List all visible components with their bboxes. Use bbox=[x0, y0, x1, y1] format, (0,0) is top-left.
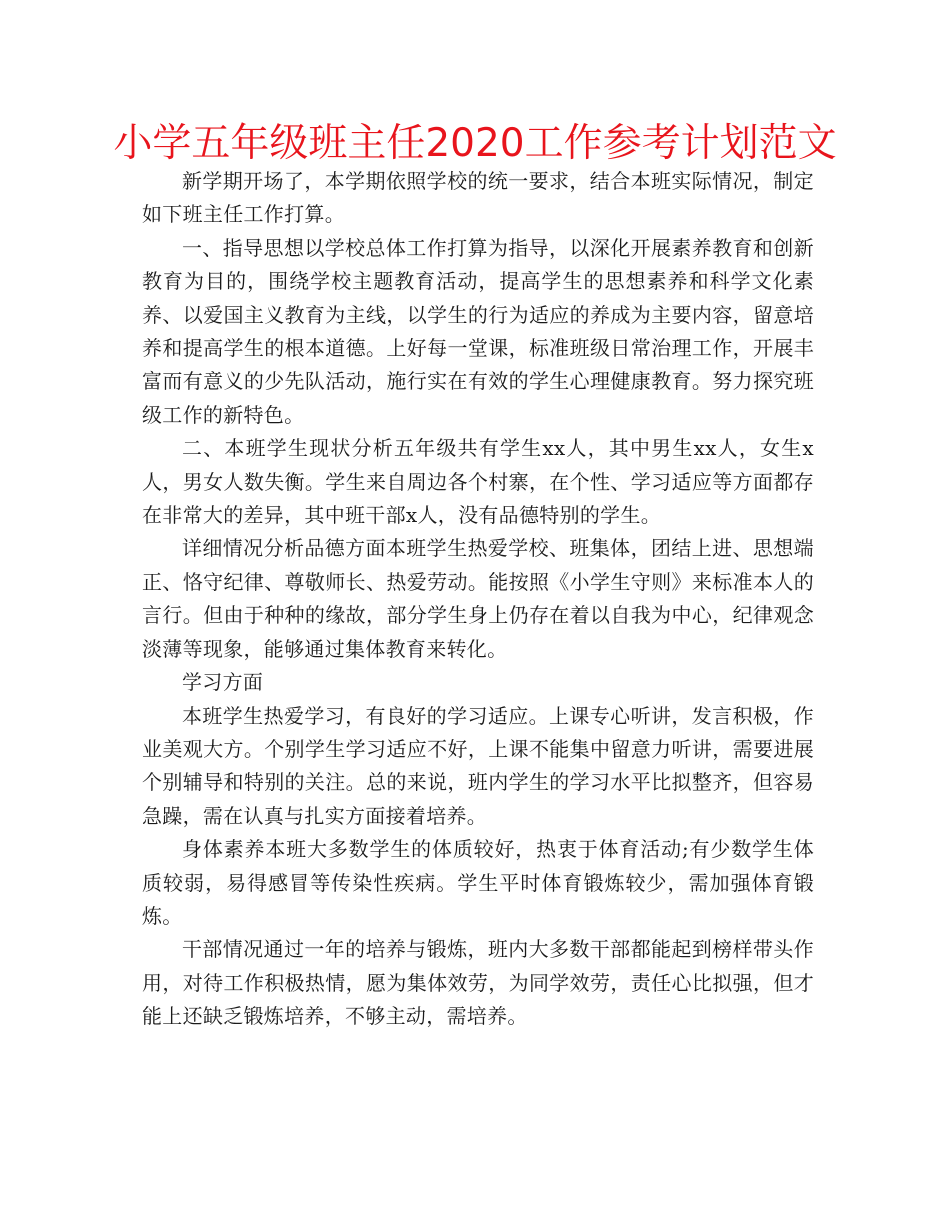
paragraph-study-heading: 学习方面 bbox=[182, 670, 264, 695]
paragraph-physical: 身体素养本班大多数学生的体质较好，热衷于体育活动;有少数学生体质较弱，易得感冒等传染性疾病。学生平时体育锻炼较少，需加强体育锻炼。 bbox=[142, 837, 814, 928]
document-title: 小学五年级班主任2020工作参考计划范文 bbox=[113, 121, 837, 166]
paragraph-guiding-ideology: 一、指导思想以学校总体工作打算为指导，以深化开展素养教育和创新教育为目的，围绕学校主题教育活动，提高学生的思想素养和科学文化素养、以爱国主义教育为主线，以学生的行为适应的养成为主要内容，留意培养和提高学生的根本道德。上好每一堂课，标准班级日常治理工作，开展丰富而有意义的少先队活动，施行实在有效的学生心理健康教育。努力探究班级工作的新特色。 bbox=[142, 235, 814, 427]
paragraph-study: 本班学生热爱学习，有良好的学习适应。上课专心听讲，发言积极，作业美观大方。个别学生学习适应不好，上课不能集中留意力听讲，需要进展个别辅导和特别的关注。总的来说，班内学生的学习水平比拟整齐，但容易急躁，需在认真与扎实方面接着培养。 bbox=[142, 703, 814, 828]
paragraph-cadres: 干部情况通过一年的培养与锻炼，班内大多数干部都能起到榜样带头作用，对待工作积极热情，愿为集体效劳，为同学效劳，责任心比拟强，但才能上还缺乏锻炼培养，不够主动，需培养。 bbox=[142, 937, 814, 1029]
paragraph-moral-analysis: 详细情况分析品德方面本班学生热爱学校、班集体，团结上进、思想端正、恪守纪律、尊敬师长、热爱劳动。能按照《小学生守则》来标准本人的言行。但由于种种的缘故，部分学生身上仍存在着以自我为中心，纪律观念淡薄等现象，能够通过集体教育来转化。 bbox=[142, 536, 814, 661]
document-body bbox=[142, 165, 814, 1034]
paragraph-intro: 新学期开场了，本学期依照学校的统一要求，结合本班实际情况，制定如下班主任工作打算。 bbox=[142, 169, 814, 227]
paragraph-class-status: 二、本班学生现状分析五年级共有学生xx人，其中男生xx人，女生x人，男女人数失衡。学生来自周边各个村寨，在个性、学习适应等方面都存在非常大的差异，其中班干部x人，没有品德特别的学生。 bbox=[142, 436, 814, 528]
